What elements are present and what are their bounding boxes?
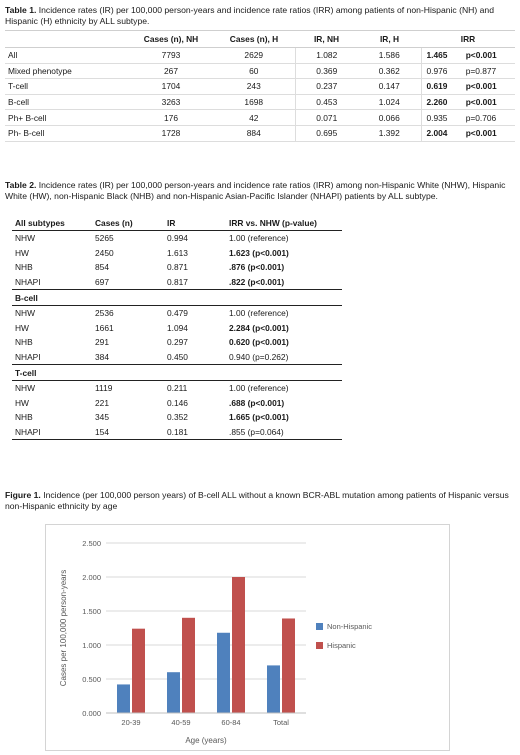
- table2-group-label: T-cell: [12, 365, 92, 381]
- table2-cell-group: NHB: [15, 337, 33, 348]
- legend-label: Hispanic: [327, 641, 356, 650]
- table2-cell-irr: .822 (p<0.001): [226, 275, 342, 290]
- table2-caption: [5, 180, 515, 202]
- table1-cell-ir-nh: 0.071: [295, 110, 358, 126]
- table1-cell-cases-h: 1698: [213, 94, 295, 110]
- table2-header-row: [12, 216, 342, 231]
- table2-cell-group: NHB: [15, 262, 33, 273]
- table2-cell-irr: .876 (p<0.001): [229, 262, 285, 273]
- legend-label: Non-Hispanic: [327, 622, 373, 631]
- table2-cell-cases: 1119: [95, 383, 113, 394]
- table1: [5, 30, 515, 142]
- table2-cell-cases: 221: [95, 397, 109, 408]
- table1-cell-ir-h: 1.024: [358, 94, 421, 110]
- table2-cell-group: HW: [15, 322, 29, 333]
- table1-cell-cases-h: 2629: [213, 48, 295, 64]
- table2-cell-irr: 1.00 (reference): [229, 308, 289, 319]
- table1-row: [5, 79, 515, 95]
- table1-cell-irr: 2.004: [421, 125, 463, 141]
- table2-cell-ir: 0.994: [167, 233, 188, 244]
- table1-cell-cases-nh: 3263: [129, 94, 213, 110]
- table2-cell-irr: 1.623 (p<0.001): [229, 247, 289, 258]
- table1-header-irr: IRR: [421, 31, 515, 48]
- table2-cell-cases: 154: [92, 425, 164, 440]
- figure1-caption-text: Incidence (per 100,000 person years) of B-cell ALL without a known BCR-ABL mutation among patients of Hispanic versus non-Hispanic ethnicity by age: [5, 490, 509, 511]
- x-axis-title: Age (years): [185, 736, 227, 745]
- table2-cell-cases: 1661: [95, 322, 114, 333]
- table2-cell-group: NHW: [15, 308, 36, 319]
- bar-hispanic-60-84: [232, 577, 245, 713]
- table1-header-cases-h: Cases (n), H: [213, 31, 295, 48]
- table2-cell-group: NHW: [15, 233, 36, 244]
- bar-non-hispanic-Total: [267, 665, 280, 713]
- table2-row: [12, 350, 342, 365]
- legend-swatch: [316, 642, 323, 649]
- table2-cell-group: NHAPI: [12, 425, 92, 440]
- table1-cell-cases-nh: 1704: [129, 79, 213, 95]
- table2-group-spacer: [226, 365, 342, 381]
- table2-cell-cases: 2450: [95, 247, 114, 258]
- table1-cell-ir-h: 0.147: [358, 79, 421, 95]
- x-tick-label: 60-84: [221, 718, 241, 727]
- y-tick-label: 2.500: [82, 539, 101, 548]
- table2-cell-ir: 0.211: [167, 383, 188, 394]
- table2-header-ir: IR: [164, 216, 226, 231]
- bar-non-hispanic-40-59: [167, 672, 180, 713]
- table2-header-subtype: All subtypes: [12, 216, 92, 231]
- table1-cell-subtype: Ph- B-cell: [5, 125, 129, 141]
- table1-cell-subtype: B-cell: [5, 94, 129, 110]
- table1-cell-ir-nh: 1.082: [295, 48, 358, 64]
- table1-row: [5, 125, 515, 141]
- table1-cell-irr: 2.260: [421, 94, 463, 110]
- table2-cell-ir: 0.450: [164, 350, 226, 365]
- table1-cell-cases-h: 884: [213, 125, 295, 141]
- table1-header-row: [5, 31, 515, 48]
- table1-cell-cases-nh: 7793: [129, 48, 213, 64]
- table2-cell-cases: 854: [95, 262, 109, 273]
- table1-cell-p: p<0.001: [463, 48, 515, 64]
- table1-cell-ir-h: 0.362: [358, 63, 421, 79]
- table2-cell-irr: 1.00 (reference): [229, 233, 289, 244]
- table1-cell-irr: 0.976: [421, 63, 463, 79]
- y-tick-label: 2.000: [82, 573, 101, 582]
- table1-cell-ir-h: 1.392: [358, 125, 421, 141]
- table1-header-ir-nh: IR, NH: [295, 31, 358, 48]
- table2-cell-ir: 0.297: [167, 337, 188, 348]
- table1-header-subtype: [5, 31, 129, 48]
- bar-hispanic-Total: [282, 618, 295, 713]
- table2-caption-label: Table 2.: [5, 180, 37, 190]
- table1-cell-irr: 0.619: [421, 79, 463, 95]
- table1-cell-p: p<0.001: [463, 79, 515, 95]
- y-tick-label: 1.000: [82, 641, 101, 650]
- table1-row: [5, 110, 515, 126]
- table2-group-spacer: [92, 365, 164, 381]
- table1-cell-p: p=0.706: [463, 110, 515, 126]
- table1-cell-cases-h: 243: [213, 79, 295, 95]
- table2-row: [12, 305, 342, 320]
- table2-row: [12, 380, 342, 395]
- table2-cell-irr: .855 (p=0.064): [226, 425, 342, 440]
- x-tick-label: Total: [273, 718, 289, 727]
- table2-cell-group: HW: [15, 247, 29, 258]
- table2-cell-ir: 0.871: [167, 262, 188, 273]
- table2-cell-cases: 697: [92, 275, 164, 290]
- table2-cell-cases: 291: [95, 337, 109, 348]
- table2-row: [12, 321, 342, 336]
- figure1-caption: [5, 490, 515, 512]
- table2: [12, 216, 342, 440]
- y-tick-label: 0.000: [82, 709, 101, 718]
- table2-caption-text: Incidence rates (IR) per 100,000 person-years and incidence rate ratios (IRR) among non-Hispanic White (NHW), Hispanic White (HW), non-Hispanic Black (NHB) and non-Hispanic Asian-Pacific Islander (NHAPI) patients by ALL subtype.: [5, 180, 506, 201]
- table2-cell-group: NHAPI: [12, 350, 92, 365]
- table2-cell-irr: 0.940 (p=0.262): [226, 350, 342, 365]
- table1-cell-irr: 1.465: [421, 48, 463, 64]
- table1-row: [5, 63, 515, 79]
- table2-cell-irr: .688 (p<0.001): [229, 397, 285, 408]
- table1-row: [5, 94, 515, 110]
- table1-cell-ir-h: 0.066: [358, 110, 421, 126]
- table2-row: [12, 260, 342, 275]
- table2-row: [12, 246, 342, 261]
- table2-cell-ir: 0.817: [164, 275, 226, 290]
- table1-cell-cases-h: 42: [213, 110, 295, 126]
- table2-group-spacer: [226, 290, 342, 306]
- table2-row: [12, 275, 342, 290]
- table2-group-spacer: [164, 290, 226, 306]
- table2-row: [12, 425, 342, 440]
- table2-cell-group: NHW: [15, 383, 36, 394]
- table2-cell-ir: 0.479: [167, 308, 188, 319]
- table1-cell-ir-nh: 0.237: [295, 79, 358, 95]
- table1-cell-subtype: Ph+ B-cell: [5, 110, 129, 126]
- table2-cell-irr: 1.665 (p<0.001): [229, 412, 289, 423]
- table2-group-spacer: [164, 365, 226, 381]
- table1-cell-subtype: T-cell: [5, 79, 129, 95]
- table2-header-irr: IRR vs. NHW (p-value): [226, 216, 342, 231]
- bar-non-hispanic-60-84: [217, 633, 230, 713]
- table1-row: [5, 48, 515, 64]
- y-axis-title: Cases per 100,000 person-years: [59, 569, 68, 687]
- figure1-bar-chart: [46, 525, 449, 750]
- legend-swatch: [316, 623, 323, 630]
- table1-caption-label: Table 1.: [5, 5, 37, 15]
- figure1-chart-frame: [45, 524, 450, 751]
- table2-row: [12, 335, 342, 350]
- table2-cell-group: NHAPI: [12, 275, 92, 290]
- table2-group-spacer: [92, 290, 164, 306]
- table1-cell-subtype: Mixed phenotype: [5, 63, 129, 79]
- table2-row: [12, 410, 342, 425]
- table2-cell-ir: 0.352: [167, 412, 188, 423]
- table1-cell-subtype: All: [5, 48, 129, 64]
- bar-hispanic-40-59: [182, 618, 195, 713]
- table1-cell-p: p<0.001: [463, 94, 515, 110]
- bar-non-hispanic-20-39: [117, 684, 130, 713]
- table1-header-cases-nh: Cases (n), NH: [129, 31, 213, 48]
- bar-hispanic-20-39: [132, 629, 145, 713]
- table2-row: [12, 396, 342, 411]
- table1-cell-p: p=0.877: [463, 63, 515, 79]
- y-tick-label: 1.500: [82, 607, 101, 616]
- table2-cell-irr: 1.00 (reference): [229, 383, 289, 394]
- y-tick-label: 0.500: [82, 675, 101, 684]
- table2-cell-group: HW: [15, 397, 29, 408]
- table2-cell-irr: 2.284 (p<0.001): [229, 322, 289, 333]
- table1-cell-ir-nh: 0.695: [295, 125, 358, 141]
- table1-cell-irr: 0.935: [421, 110, 463, 126]
- table2-cell-cases: 384: [92, 350, 164, 365]
- table2-cell-cases: 2536: [95, 308, 114, 319]
- table1-cell-ir-h: 1.586: [358, 48, 421, 64]
- table1-cell-cases-h: 60: [213, 63, 295, 79]
- table1-cell-cases-nh: 1728: [129, 125, 213, 141]
- table2-header-cases: Cases (n): [92, 216, 164, 231]
- table2-cell-irr: 0.620 (p<0.001): [229, 337, 289, 348]
- table2-cell-group: NHB: [15, 412, 33, 423]
- table2-cell-ir: 0.146: [167, 397, 188, 408]
- table2-cell-cases: 5265: [95, 233, 114, 244]
- x-tick-label: 40-59: [171, 718, 191, 727]
- table2-cell-ir: 1.613: [167, 247, 188, 258]
- table1-cell-ir-nh: 0.453: [295, 94, 358, 110]
- table1-cell-p: p<0.001: [463, 125, 515, 141]
- table2-cell-ir: 0.181: [164, 425, 226, 440]
- figure1-caption-label: Figure 1.: [5, 490, 41, 500]
- table2-cell-ir: 1.094: [167, 322, 188, 333]
- table2-group-header: [12, 290, 342, 306]
- table1-cell-cases-nh: 176: [129, 110, 213, 126]
- table2-group-header: [12, 365, 342, 381]
- table2-row: [12, 231, 342, 246]
- table1-caption: [5, 5, 515, 27]
- x-tick-label: 20-39: [121, 718, 141, 727]
- table1-header-ir-h: IR, H: [358, 31, 421, 48]
- table2-group-label: B-cell: [12, 290, 92, 306]
- table2-cell-cases: 345: [95, 412, 109, 423]
- table1-caption-text: Incidence rates (IR) per 100,000 person-years and incidence rate ratios (IRR) among patients of non-Hispanic (NH) and Hispanic (H) ethnicity by ALL subtype.: [5, 5, 494, 26]
- table1-cell-cases-nh: 267: [129, 63, 213, 79]
- table1-cell-ir-nh: 0.369: [295, 63, 358, 79]
